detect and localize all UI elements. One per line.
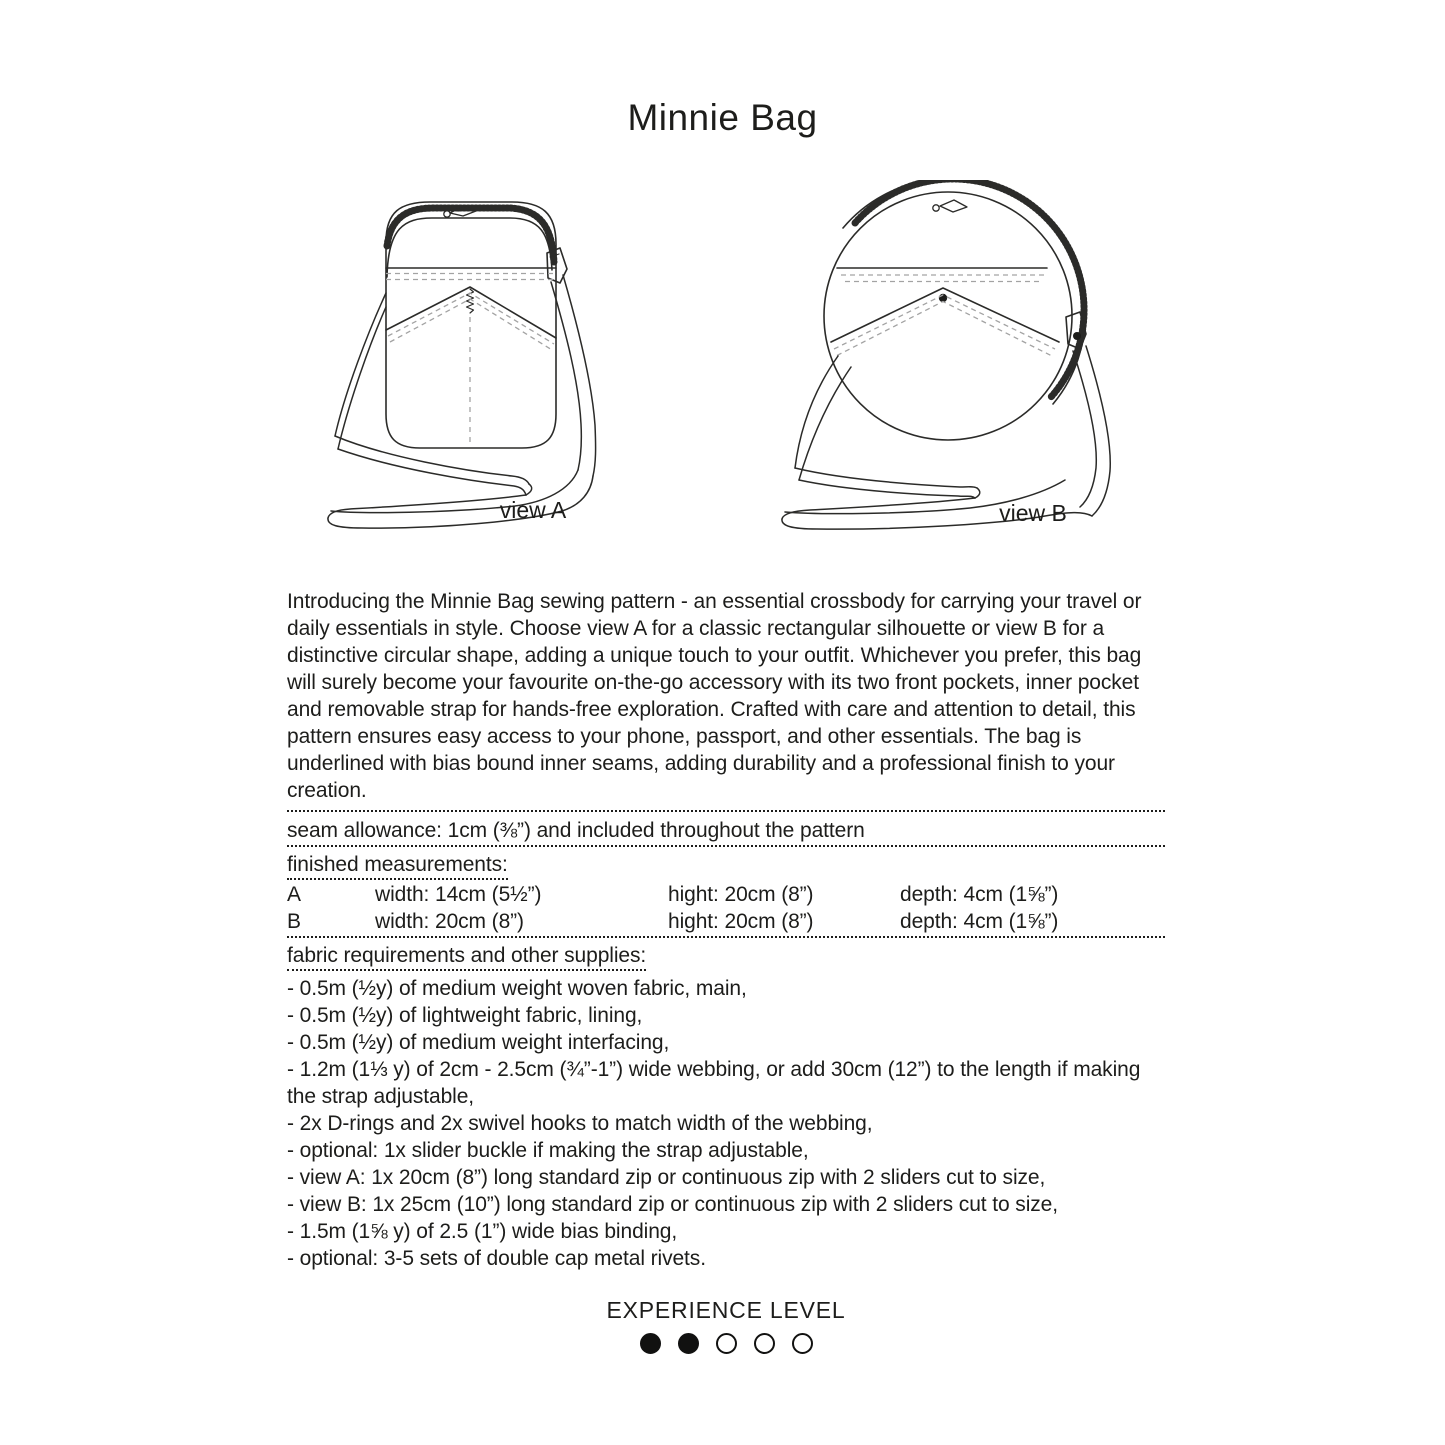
supply-item: - 1.2m (1⅓ y) of 2cm - 2.5cm (¾”-1”) wide webbing, or add 30cm (12”) to the length if making the strap adjustable,: [287, 1058, 1141, 1108]
measurements-heading: finished measurements:: [287, 851, 1165, 880]
supply-item: - optional: 1x slider buckle if making the strap adjustable,: [287, 1139, 809, 1162]
supply-item: - 0.5m (½y) of medium weight interfacing,: [287, 1031, 670, 1054]
dotted-divider: [287, 845, 1165, 847]
measurement-row: A width: 14cm (5½”) hight: 20cm (8”) depth: 4cm (1⅝”): [287, 883, 1059, 906]
supply-item: - 2x D-rings and 2x swivel hooks to match width of the webbing,: [287, 1112, 873, 1135]
experience-dot-empty: [754, 1333, 775, 1354]
view-a-drawing: [386, 202, 567, 448]
supplies-list: [287, 975, 1165, 1272]
experience-dot-empty: [716, 1333, 737, 1354]
measurements-table: [287, 881, 1165, 935]
zipper-pull-b: [940, 200, 967, 212]
supply-item: - optional: 3-5 sets of double cap metal rivets.: [287, 1247, 706, 1270]
supply-item: - view A: 1x 20cm (8”) long standard zip or continuous zip with 2 sliders cut to size,: [287, 1166, 1046, 1189]
view-b-drawing: [824, 180, 1086, 440]
view-b-stitching: [834, 275, 1055, 356]
experience-heading: EXPERIENCE LEVEL: [606, 1297, 846, 1323]
seam-allowance-text: seam allowance: 1cm (⅜”) and included throughout the pattern: [287, 819, 865, 842]
supply-item: - view B: 1x 25cm (10”) long standard zip or continuous zip with 2 sliders cut to size,: [287, 1193, 1058, 1216]
dotted-divider: [287, 936, 1165, 938]
supply-item: - 0.5m (½y) of medium weight woven fabric, main,: [287, 977, 747, 1000]
experience-dot-empty: [792, 1333, 813, 1354]
supply-item: - 0.5m (½y) of lightweight fabric, lining,: [287, 1004, 643, 1027]
supply-item: - 1.5m (1⅝ y) of 2.5 (1”) wide bias binding,: [287, 1220, 678, 1243]
experience-level-section: [287, 1297, 1165, 1354]
measurement-row: B width: 20cm (8”) hight: 20cm (8”) depth: 4cm (1⅝”): [287, 910, 1059, 933]
supplies-heading: fabric requirements and other supplies:: [287, 942, 1165, 971]
bag-diagram-svg: [300, 180, 1180, 550]
zipper-teeth-a: [387, 208, 554, 262]
view-a-label: view A: [499, 497, 567, 523]
experience-dots: [287, 1333, 1165, 1354]
description-paragraph: Introducing the Minnie Bag sewing pattern - an essential crossbody for carrying your travel or daily essentials in style. Choose view A for a classic rectangular silhouette or view B for a distinctive circular shape, adding a unique touch to your outfit. Whichever you prefer, this bag will surely become your favourite on-the-go accessory with its two front pockets, inner pocket and removable strap for hands-free exploration. Crafted with care and attention to detail, this pattern ensures easy access to your phone, passport, and other essentials. The bag is underlined with bias bound inner seams, adding durability and a professional finish to your creation.: [287, 590, 1142, 802]
view-a-stitching: [386, 274, 556, 445]
dotted-divider: [287, 810, 1165, 812]
zipper-teeth-b: [855, 180, 1084, 397]
experience-dot-filled: [640, 1333, 661, 1354]
experience-dot-filled: [678, 1333, 699, 1354]
bag-technical-drawings: [300, 180, 1180, 550]
page-title: Minnie Bag: [627, 97, 818, 138]
view-b-label: view B: [999, 500, 1067, 526]
